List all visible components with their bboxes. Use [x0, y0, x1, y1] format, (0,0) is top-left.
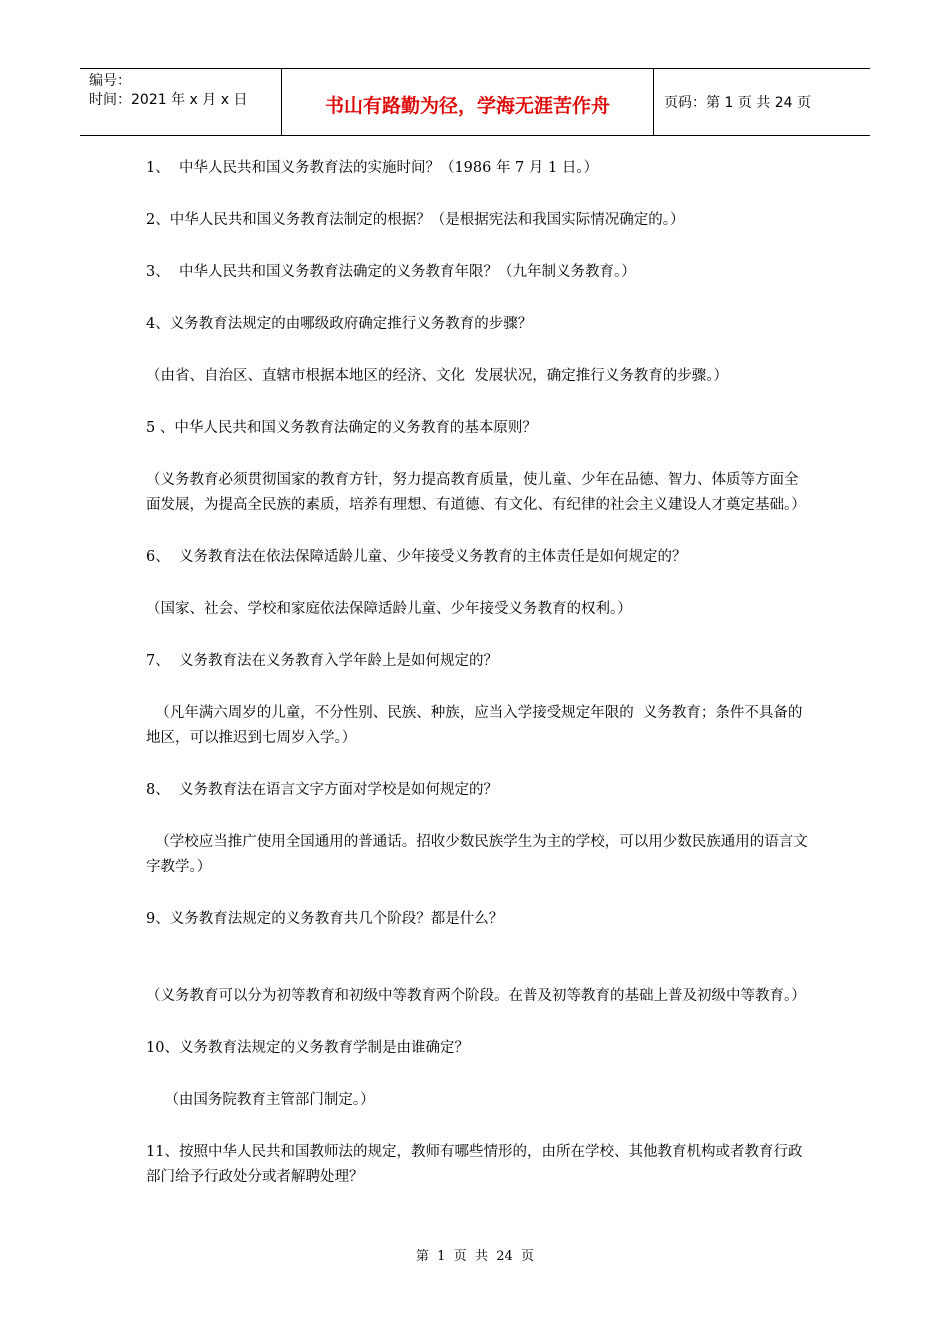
paragraph: 10、义务教育法规定的义务教育学制是由谁确定？	[146, 1040, 469, 1056]
header-page-info: 页码：第 1 页 共 24 页	[664, 95, 811, 111]
paragraph: 11、按照中华人民共和国教师法的规定，教师有哪些情形的，由所在学校、其他教育机构或者教育行政部门给予行政处分或者解聘处理？	[146, 1144, 803, 1185]
paragraph: 8、 义务教育法在语言文字方面对学校是如何规定的？	[146, 782, 498, 798]
paragraph: （义务教育必须贯彻国家的教育方针，努力提高教育质量，使儿童、少年在品德、智力、体质等方面全面发展，为提高全民族的素质，培养有理想、有道德、有文化、有纪律的社会主义建设人才奠定基础。）	[146, 472, 806, 513]
document-body	[146, 156, 812, 1190]
paragraph: 2、中华人民共和国义务教育法制定的根据？（是根据宪法和我国实际情况确定的。）	[146, 212, 685, 228]
paragraph: （国家、社会、学校和家庭依法保障适龄儿童、少年接受义务教育的权利。）	[146, 601, 632, 617]
paragraph: （义务教育可以分为初等教育和初级中等教育两个阶段。在普及初等教育的基础上普及初级中等教育。）	[146, 963, 806, 1004]
header-number-label: 编号：	[89, 73, 131, 89]
paragraph: 1、 中华人民共和国义务教育法的实施时间？（1986 年 7 月 1 日。）	[146, 160, 599, 176]
paragraph: 3、 中华人民共和国义务教育法确定的义务教育年限？（九年制义务教育。）	[146, 264, 636, 280]
paragraph: （凡年满六周岁的儿童，不分性别、民族、种族，应当入学接受规定年限的 义务教育；条件不具备的地区，可以推迟到七周岁入学。）	[146, 705, 803, 746]
paragraph: 6、 义务教育法在依法保障适龄儿童、少年接受义务教育的主体责任是如何规定的？	[146, 549, 687, 565]
paragraph: （学校应当推广使用全国通用的普通话。招收少数民族学生为主的学校，可以用少数民族通用的语言文字教学。）	[146, 834, 808, 875]
header-time-label: 时间：2021 年 x 月 x 日	[89, 92, 248, 108]
paragraph: 4、义务教育法规定的由哪级政府确定推行义务教育的步骤？	[146, 316, 533, 332]
page-header	[80, 68, 870, 136]
header-motto: 书山有路勤为径，学海无涯苦作舟	[282, 69, 654, 135]
paragraph: 5 、中华人民共和国义务教育法确定的义务教育的基本原则？	[146, 420, 537, 436]
page-footer: 第 1 页 共 24 页	[415, 1249, 535, 1264]
header-meta	[80, 69, 282, 135]
paragraph: 9、义务教育法规定的义务教育共几个阶段？都是什么？	[146, 911, 504, 927]
paragraph: （由国务院教育主管部门制定。）	[146, 1092, 375, 1108]
paragraph: （由省、自治区、直辖市根据本地区的经济、文化 发展状况，确定推行义务教育的步骤。）	[146, 368, 728, 384]
paragraph: 7、 义务教育法在义务教育入学年龄上是如何规定的？	[146, 653, 498, 669]
